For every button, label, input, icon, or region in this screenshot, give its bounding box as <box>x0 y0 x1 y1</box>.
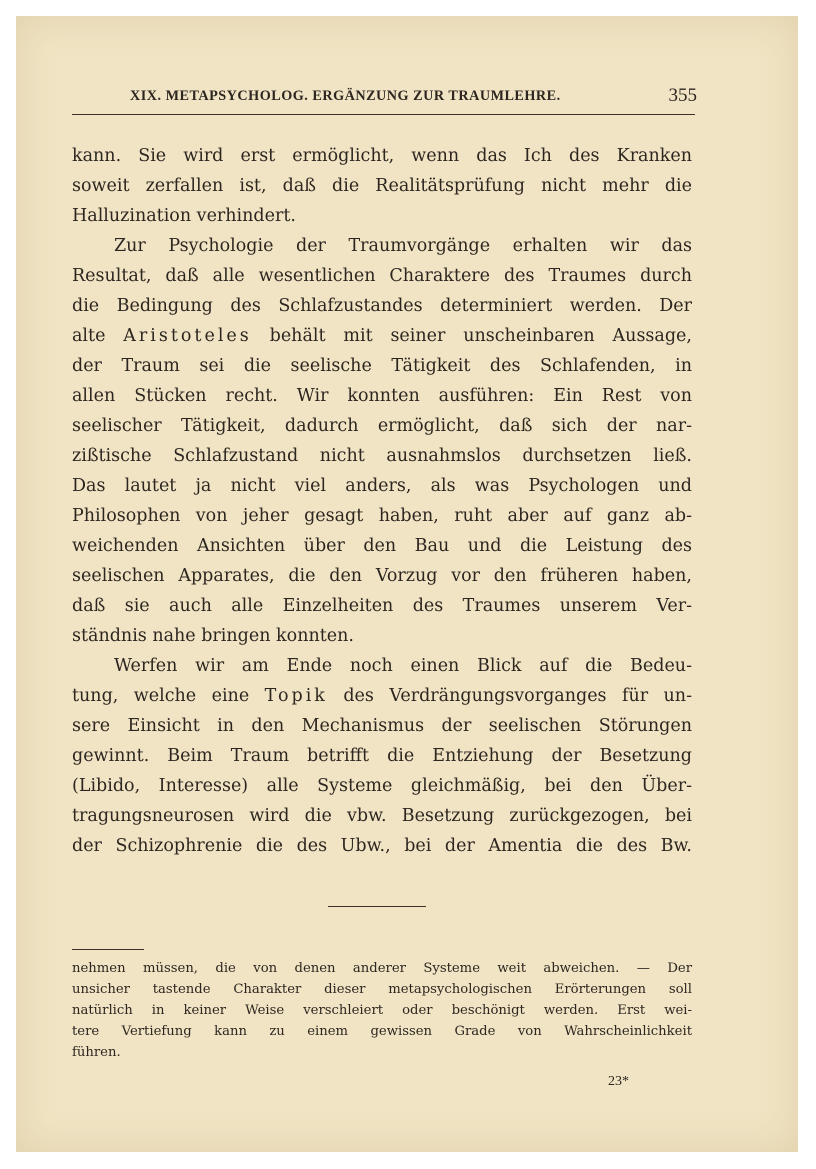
book-page <box>16 16 798 1152</box>
page-number: 355 <box>668 85 697 106</box>
footnote <box>72 958 692 1063</box>
text-line: allen Stücken recht. Wir konnten ausführen: Ein Rest von <box>72 386 692 406</box>
text-line: kann. Sie wird erst ermöglicht, wenn das Ich des Kranken <box>72 146 692 166</box>
text-line: Werfen wir am Ende noch einen Blick auf die Bedeu- <box>114 656 692 676</box>
text-line: soweit zerfallen ist, daß die Realitätsprüfung nicht mehr die <box>72 176 692 196</box>
text-line: daß sie auch alle Einzelheiten des Traumes unserem Ver- <box>72 596 692 616</box>
text-line: sere Einsicht in den Mechanismus der seelischen Störungen <box>72 716 692 736</box>
text-line: zißtische Schlafzustand nicht ausnahmslos durchsetzen ließ. <box>72 446 692 466</box>
footnote-line: nehmen müssen, die von denen anderer Systeme weit abweichen. — Der <box>72 961 692 976</box>
text-fragment: behält mit seiner unscheinbaren Aussage, <box>269 326 692 346</box>
running-header <box>72 85 697 115</box>
text-line: weichenden Ansichten über den Bau und die Leistung des <box>72 536 692 556</box>
footnote-line: führen. <box>72 1045 121 1060</box>
footnote-line: unsicher tastende Charakter dieser metapsychologischen Erörterungen soll <box>72 982 692 997</box>
text-fragment: tung, welche eine <box>72 686 250 706</box>
footnote-line: tere Vertiefung kann zu einem gewissen Grade von Wahrscheinlichkeit <box>72 1024 692 1039</box>
text-line: Resultat, daß alle wesentlichen Charaktere des Traumes durch <box>72 266 692 286</box>
text-line: seelischer Tätigkeit, dadurch ermöglicht, daß sich der nar- <box>72 416 692 436</box>
spaced-term: Topik <box>264 686 328 706</box>
text-line: der Traum sei die seelische Tätigkeit des Schlafenden, in <box>72 356 692 376</box>
footnote-rule <box>72 949 144 950</box>
text-fragment: alte <box>72 326 106 346</box>
text-line <box>72 321 692 351</box>
text-line: der Schizophrenie die des Ubw., bei der Amentia die des Bw. <box>72 836 692 856</box>
text-line: (Libido, Interesse) alle Systeme gleichmäßig, bei den Über- <box>72 776 692 796</box>
spaced-name: Aristoteles <box>123 326 252 346</box>
text-line: seelischen Apparates, die den Vorzug vor den früheren haben, <box>72 566 692 586</box>
text-line: Halluzination verhindert. <box>72 206 296 226</box>
text-line: Philosophen von jeher gesagt haben, ruht aber auf ganz ab- <box>72 506 692 526</box>
text-line: Zur Psychologie der Traumvorgänge erhalten wir das <box>114 236 692 256</box>
text-fragment: des Verdrängungsvorganges für un- <box>343 686 692 706</box>
text-line: die Bedingung des Schlafzustandes determiniert werden. Der <box>72 296 692 316</box>
text-line: gewinnt. Beim Traum betrifft die Entziehung der Besetzung <box>72 746 692 766</box>
printer-signature: 23* <box>608 1074 629 1089</box>
running-title: XIX. METAPSYCHOLOG. ERGÄNZUNG ZUR TRAUMLEHRE. <box>130 88 561 104</box>
text-line: ständnis nahe bringen konnten. <box>72 626 354 646</box>
text-line: Das lautet ja nicht viel anders, als was Psychologen und <box>72 476 692 496</box>
section-separator <box>328 906 426 907</box>
text-line <box>72 681 692 711</box>
footnote-line: natürlich in keiner Weise verschleiert oder beschönigt werden. Erst wei- <box>72 1003 692 1018</box>
main-text <box>72 141 692 861</box>
text-line: tragungsneurosen wird die vbw. Besetzung zurückgezogen, bei <box>72 806 692 826</box>
